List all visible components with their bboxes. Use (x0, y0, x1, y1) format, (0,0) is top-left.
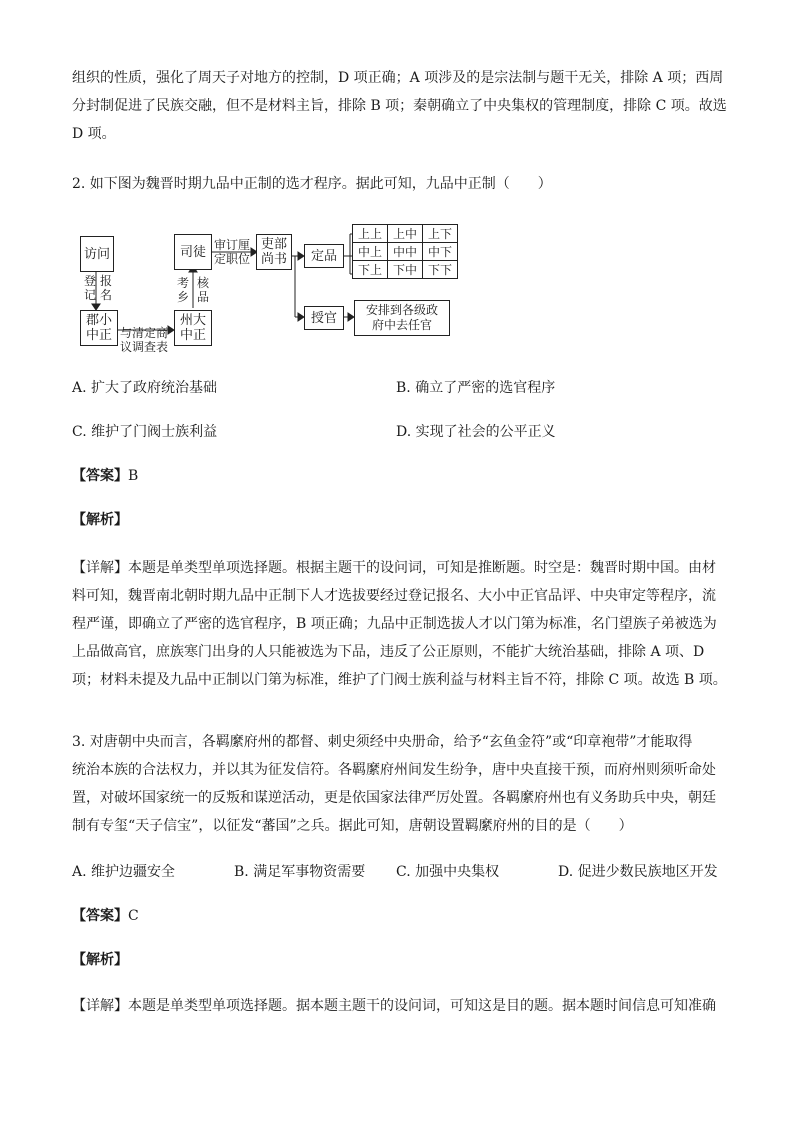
q3-detail: 【详解】本题是单类型单项选择题。据本题主题干的设问词，可知这是目的题。据本题时间信息可知准确 (72, 998, 716, 1014)
grade-row-lower (353, 261, 458, 279)
shouguan-box: 授官 (304, 306, 344, 330)
answer-value: B (128, 468, 139, 484)
grade-cell: 下下 (423, 261, 458, 279)
examine-text: 考 乡 (176, 276, 189, 304)
q2-analysis-label: 【解析】 (72, 512, 128, 528)
q3-option-b[interactable]: B. 满足军事物资需要 (234, 864, 366, 880)
register-label (82, 274, 114, 302)
q2-option-d[interactable]: D. 实现了社会的公平正义 (396, 424, 556, 440)
answer-label: 【答案】 (72, 468, 128, 484)
intro-line-2: 分封制促进了民族交融，但不是材料主旨，排除 B 项；秦朝确立了中央集权的管理制度，排除 C 项。故选 (72, 98, 727, 114)
commandery-zhongzheng-box (80, 310, 118, 346)
q2-detail-line-4: 上品做高官，庶族寒门出身的人只能被选为下品，违反了公正原则，不能扩大统治基础，排除 A 项、D (72, 644, 705, 660)
verify-text: 核 品 (196, 276, 209, 304)
answer-value: C (128, 908, 139, 924)
intro-paragraph (72, 64, 727, 148)
grade-cell: 上下 (423, 225, 458, 243)
grade-row-middle (353, 243, 458, 261)
answer-label: 【答案】 (72, 908, 128, 924)
grade-cell: 上中 (388, 225, 423, 243)
grade-cell: 上上 (353, 225, 388, 243)
intro-line-3: D 项。 (72, 126, 116, 142)
review-text: 审订厘 定职位 (214, 238, 251, 266)
q3-stem-line-1: 3. 对唐朝中央而言，各羁縻府州的都督、刺史须经中央册命，给予“玄鱼金符”或“印章袍带”才能取得 (72, 734, 693, 750)
q3-stem-line-3: 置，对破坏国家统一的反叛和谋逆活动，更是依国家法律严厉处置。各羁縻府州也有义务助兵中央，朝廷 (72, 790, 716, 806)
intro-line-1: 组织的性质，强化了周天子对地方的控制，D 项正确；A 项涉及的是宗法制与题干无关，排除 A 项；西周 (72, 70, 724, 86)
q2-option-c[interactable]: C. 维护了门阀士族利益 (72, 424, 218, 440)
q2-detail-line-2: 料可知，魏晋南北朝时期九品中正制下人才选拔要经过登记报名、大小中正官品评、中央审定等程序，流 (72, 588, 716, 604)
q3-option-c[interactable]: C. 加强中央集权 (396, 864, 500, 880)
q2-detail-line-1: 【详解】本题是单类型单项选择题。根据主题干的设问词，可知是推断题。时空是：魏晋时期中国。由材 (72, 560, 716, 576)
consult-text: 与清定商 议调查表 (120, 326, 169, 354)
q3-option-d[interactable]: D. 促进少数民族地区开发 (558, 864, 718, 880)
q2-answer (72, 466, 138, 486)
commandery-zhongzheng-label: 郡小 中正 (85, 313, 112, 343)
verify-label (196, 276, 210, 304)
q3-stem-line-4: 制有专玺“天子信宝”，以征发“蕃国”之兵。据此可知，唐朝设置羁縻府州的目的是（ ） (72, 818, 633, 834)
nine-grade-table (352, 224, 458, 279)
q3-answer (72, 906, 139, 926)
question-3-stem (72, 728, 724, 840)
q3-analysis-label: 【解析】 (72, 952, 128, 968)
situ-box: 司徒 (174, 234, 212, 270)
grade-cell: 中中 (388, 243, 423, 261)
q3-option-a[interactable]: A. 维护边疆安全 (72, 864, 176, 880)
examine-label (176, 276, 190, 304)
consult-label (120, 312, 168, 354)
grade-cell: 中下 (423, 243, 458, 261)
grade-cell: 下上 (353, 261, 388, 279)
assign-office-box (354, 300, 450, 336)
selection-process-diagram (78, 222, 468, 352)
q2-detail-line-3: 程严谨，即确立了严密的选官程序，B 项正确；九品中正制选拔人才以门第为标准，名门望族子弟被选为 (72, 616, 717, 632)
q2-option-b[interactable]: B. 确立了严密的选官程序 (396, 380, 556, 396)
q2-detail (72, 554, 727, 694)
dingpin-box: 定品 (304, 244, 344, 268)
province-zhongzheng-label: 州大 中正 (179, 313, 206, 343)
q2-option-a[interactable]: A. 扩大了政府统治基础 (72, 380, 218, 396)
grade-cell: 下中 (388, 261, 423, 279)
assign-office-label: 安排到各级政 府中去任官 (365, 303, 438, 332)
province-zhongzheng-box (174, 310, 212, 346)
libu-shangshu-box (256, 234, 292, 270)
question-2-stem: 2. 如下图为魏晋时期九品中正制的选才程序。据此可知，九品中正制（ ） (72, 176, 552, 192)
register-text: 登 记 报 名 (83, 274, 112, 302)
review-label (214, 238, 250, 266)
grade-row-upper (353, 225, 458, 243)
grade-cell: 中上 (353, 243, 388, 261)
q3-stem-line-2: 统治本族的合法权力，并以其为征发信符。各羁縻府州间发生纷争，唐中央直接干预，而府州则须听命处 (72, 762, 716, 778)
libu-shangshu-label: 吏部 尚书 (260, 237, 287, 267)
visit-box: 访问 (80, 236, 114, 272)
q2-detail-line-5: 项；材料未提及九品中正制以门第为标准，维护了门阀士族利益与材料主旨不符，排除 C 项。故选 B 项。 (72, 672, 727, 688)
